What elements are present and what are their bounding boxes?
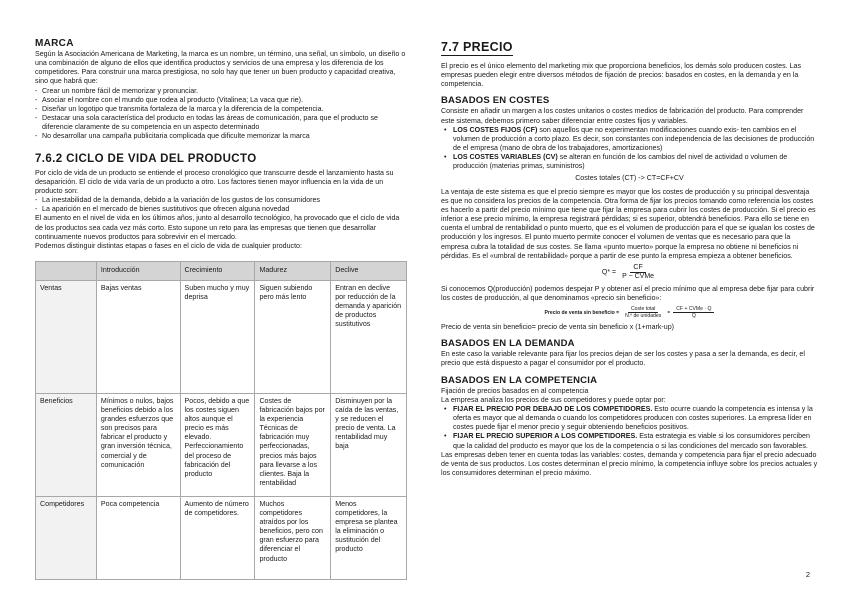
- formula-fraction: [673, 306, 714, 319]
- ciclo-closing-line: Podemos distinguir distintas etapas o fases en el ciclo de vida de cualquier producto:: [35, 241, 302, 250]
- list-item: - Diseñar un logotipo que transmita fortaleza de la marca y la diferencia de la competencia.: [35, 105, 407, 114]
- list-item: [441, 126, 818, 153]
- table-cell: Entran en declive por reducción de la demanda y aparición de productos sustitutivos: [331, 280, 407, 393]
- term: FIJAR EL PRECIO SUPERIOR A LOS COMPETIDORES.: [453, 432, 638, 441]
- precio-venta-line: Precio de venta sin beneficio= precio de venta sin beneficio x (1+mark-up): [441, 323, 675, 332]
- formula-equals: =: [667, 309, 671, 316]
- definition: se alteran en función de los cambios del nivel de actividad o volumen de producción (materias primas, suministros): [453, 153, 788, 171]
- table-header-cell: Crecimiento: [180, 261, 255, 280]
- precio-intro-paragraph: El precio es el único elemento del marketing mix que proporciona beneficios, los demás solo producen costes. Las empresas pueden elegir entre diversos métodos de fijación de precios: basados en costes, en la demanda y en la competencia.: [441, 62, 802, 89]
- table-cell: Menos competidores, la empresa se plantea la eliminación o sustitución del producto: [331, 496, 407, 579]
- term: LOS COSTES FIJOS (CF): [453, 125, 538, 134]
- list-item: [441, 432, 818, 450]
- table-header-cell: Declive: [331, 261, 407, 280]
- competencia-closing-paragraph: Las empresas deben tener en cuenta todas las variables: costes, demanda y competencia para fijar el precio adecuado de venta de sus productos. Los costes determinan el precio mínimo, la competencia influye sobre los precios actuales y los consumidores determinan el precio máximo.: [441, 450, 818, 477]
- term: FIJAR EL PRECIO POR DEBAJO DE LOS COMPETIDORES.: [453, 404, 653, 413]
- costes-totales-formula: Costes totales (CT) -> CT=CF+CV: [575, 173, 684, 182]
- marca-paragraph: Según la Asociación Americana de Marketing, la marca es un nombre, un término, una señal, un símbolo, un diseño o una combinación de alguno de ellos que identifica productos y servicios de una empresa y los diferencia de los competidores. Para construir una marca prestigiosa, no solo hay que tener un buen producto y capacidad creativa, sino que habrá que:: [35, 50, 406, 86]
- left-column: [35, 38, 407, 580]
- costes-paragraph: Consiste en añadir un margen a los costes unitarios o costes medios de fabricación del producto. Para comprender este sistema, debemos primero saber diferenciar entre costes fijos y variables.: [441, 107, 804, 125]
- table-cell: Pocos, debido a que los costes siguen altos aunque el precio es más elevado. Perfeccionamiento del proceso de fabricación del producto: [180, 393, 255, 496]
- costes-list: [441, 126, 818, 172]
- list-item: - Asociar el nombre con el mundo que rodea al producto (Vitalinea; La vaca que rie).: [35, 96, 407, 105]
- subheading-basados-en-la-competencia: BASADOS EN LA COMPETENCIA: [441, 374, 598, 386]
- list-item: - No desarrollar una campaña publicitaria complicada que dificulte memorizar la marca: [35, 132, 407, 141]
- subheading-basados-en-la-demanda: BASADOS EN LA DEMANDA: [441, 338, 575, 350]
- right-column: [441, 38, 818, 478]
- table-header-cell: Madurez: [255, 261, 331, 280]
- table-cell: Mínimos o nulos, bajos beneficios debido a los grandes esfuerzos que son precisos para fabricar el producto y gran inversión técnica, comercial y de comunicación: [96, 393, 180, 496]
- q-paragraph: Si conocemos Q(producción) podemos despejar P y obtener así el precio mínimo que al empresa debe fijar para cubrir los costes de producción, al que denominamos «precio sin beneficio»:: [441, 284, 815, 302]
- table-header-corner: [36, 261, 97, 280]
- competencia-list: [441, 405, 818, 451]
- section-heading-marca: MARCA: [35, 38, 74, 49]
- formula-lhs: Precio de venta sin beneficio =: [544, 309, 620, 316]
- ciclo-de-vida-table: [35, 261, 407, 580]
- table-cell: Costes de fabricación bajos por la experiencia Técnicas de fabricación muy perfeccionadas, precios más bajos para llevarse a los clientes. Baja la rentabilidad: [255, 393, 331, 496]
- table-cell: Poca competencia: [96, 496, 180, 579]
- section-heading-precio: 7.7 PRECIO: [441, 40, 513, 54]
- formula-numerator: Coste total: [628, 306, 658, 313]
- formula-denominator: N.º de unidades: [625, 313, 662, 320]
- row-header: Competidores: [36, 496, 97, 579]
- list-item: - Destacar una sola característica del producto en todas las áreas de comunicación, para que el producto se diferencie claramente de su competencia en un aspecto determinado: [35, 114, 407, 132]
- table-cell: Muchos competidores atraídos por los beneficios, pero con gran esfuerzo para diferenciar el producto: [255, 496, 331, 579]
- list-item: [441, 405, 818, 432]
- marca-list: [35, 87, 407, 142]
- formula-numerator: CF: [630, 264, 645, 273]
- subheading-basados-en-costes: BASADOS EN COSTES: [441, 95, 550, 107]
- row-header: Beneficios: [36, 393, 97, 496]
- table-header-row: [36, 261, 407, 280]
- formula-denominator: Q: [691, 313, 696, 320]
- list-item: - Crear un nombre fácil de memorizar y pronunciar.: [35, 87, 407, 96]
- table-header-cell: Introducción: [96, 261, 180, 280]
- demanda-paragraph: En este caso la variable relevante para fijar los precios dejan de ser los costes y pasa a ser la demanda, es decir, el precio que está dispuesto a pagar el consumidor por el producto.: [441, 350, 805, 368]
- formula-numerator: CF + CVMe · Q: [673, 306, 714, 313]
- page-number: 2: [805, 570, 810, 579]
- table-row: [36, 280, 407, 393]
- definition: Esta estrategia es viable si los consumidores perciben que la calidad del producto es mayor que los de la competencia o si las condiciones del mercado son favorables.: [453, 432, 810, 450]
- competencia-line-2: La empresa analiza los precios de sus competidores y puede optar por:: [441, 395, 666, 404]
- table-row: [36, 393, 407, 496]
- table-cell: Bajas ventas: [96, 280, 180, 393]
- row-header: Ventas: [36, 280, 97, 393]
- table-row: [36, 496, 407, 579]
- formula-lhs: Q* =: [601, 268, 617, 276]
- list-item: - La inestabilidad de la demanda, debido a la variación de los gustos de los consumidores: [35, 196, 407, 205]
- ciclo-intro-paragraph: Por ciclo de vida de un producto se entiende el proceso cronológico que transcurre desde el lanzamiento hasta su desaparición. El ciclo de vida varía de un producto a otro. Los factores tienen mayor influencia en la vida de un producto son:: [35, 168, 394, 195]
- table-cell: Aumento de número de competidores.: [180, 496, 255, 579]
- section-heading-ciclo-de-vida: 7.6.2 CICLO DE VIDA DEL PRODUCTO: [35, 152, 257, 165]
- term: LOS COSTES VARIABLES (CV): [453, 153, 558, 162]
- formula-fraction: [619, 264, 657, 281]
- precio-sin-beneficio-formula: [441, 306, 818, 319]
- umbral-formula: [441, 264, 818, 281]
- formula-fraction: [622, 306, 664, 319]
- table-cell: Siguen subiendo pero más lento: [255, 280, 331, 393]
- table-cell: Suben mucho y muy deprisa: [180, 280, 255, 393]
- definition: Esto ocurre cuando la competencia es intensa y la oferta es mayor que al demanda o cuando los competidores producen con costes superiores. La empresa líder en costes puede fijar el menor precio y seguir obteniendo beneficios positivos.: [453, 404, 813, 432]
- list-item: - La aparición en el mercado de bienes sustitutivos que ofrecen alguna novedad: [35, 205, 407, 214]
- ciclo-list: [35, 196, 407, 214]
- formula-denominator: P − CVMe: [622, 272, 655, 280]
- definition: son aquellos que no experimentan modificaciones cuando exis- ten cambios en el volumen de producción a corto plazo. Es decir, son constantes con independencia de las decisiones de producción de el empresa (mano de obra de los trabajadores, amortizaciones): [453, 125, 815, 153]
- table-cell: Disminuyen por la caída de las ventas, y se reducen el precio de venta. La rentabilidad muy baja: [331, 393, 407, 496]
- costes-ventaja-paragraph: La ventaja de este sistema es que el precio siempre es mayor que los costes de producción y su principal desventaja es que no considera los precios de la competencia. Otra forma de fijar los precios tomando como referencia los costes es hacerlo a partir del precio mínimo que tiene que fijar la empresa para cubrir los costes de producción. Si el precio es inferior a ese precio mínimo, la empresa registrará pérdidas; si es superior, obtendrá beneficios. Para ello se tiene en cuenta el umbral de rentabilidad o punto muerto, que es el volumen de producción para el que se igualan los costes de producción y los ingresos. El punto muerto permite conocer el volumen de ventas que es necesario para que la empresa cubra la totalidad de sus costes. Se llama «punto muerto» porque la empresa no obtiene ni beneficios ni pérdidas. Es el «umbral de rentabilidad» porque a partir de ese punto la empresa empieza a obtener beneficios.: [441, 187, 816, 260]
- competencia-line-1: Fijación de precios basados en al competencia: [441, 386, 589, 395]
- ciclo-outro-paragraph: El aumento en el nivel de vida en los últimos años, junto al desarrollo tecnológico, ha provocado que el ciclo de vida de los productos sea cada vez más corto. Esto supone un reto para las empresas que tienen que desarrollar continuamente nuevos productos para sobrevivir en el mercado.: [35, 214, 400, 241]
- list-item: [441, 153, 818, 171]
